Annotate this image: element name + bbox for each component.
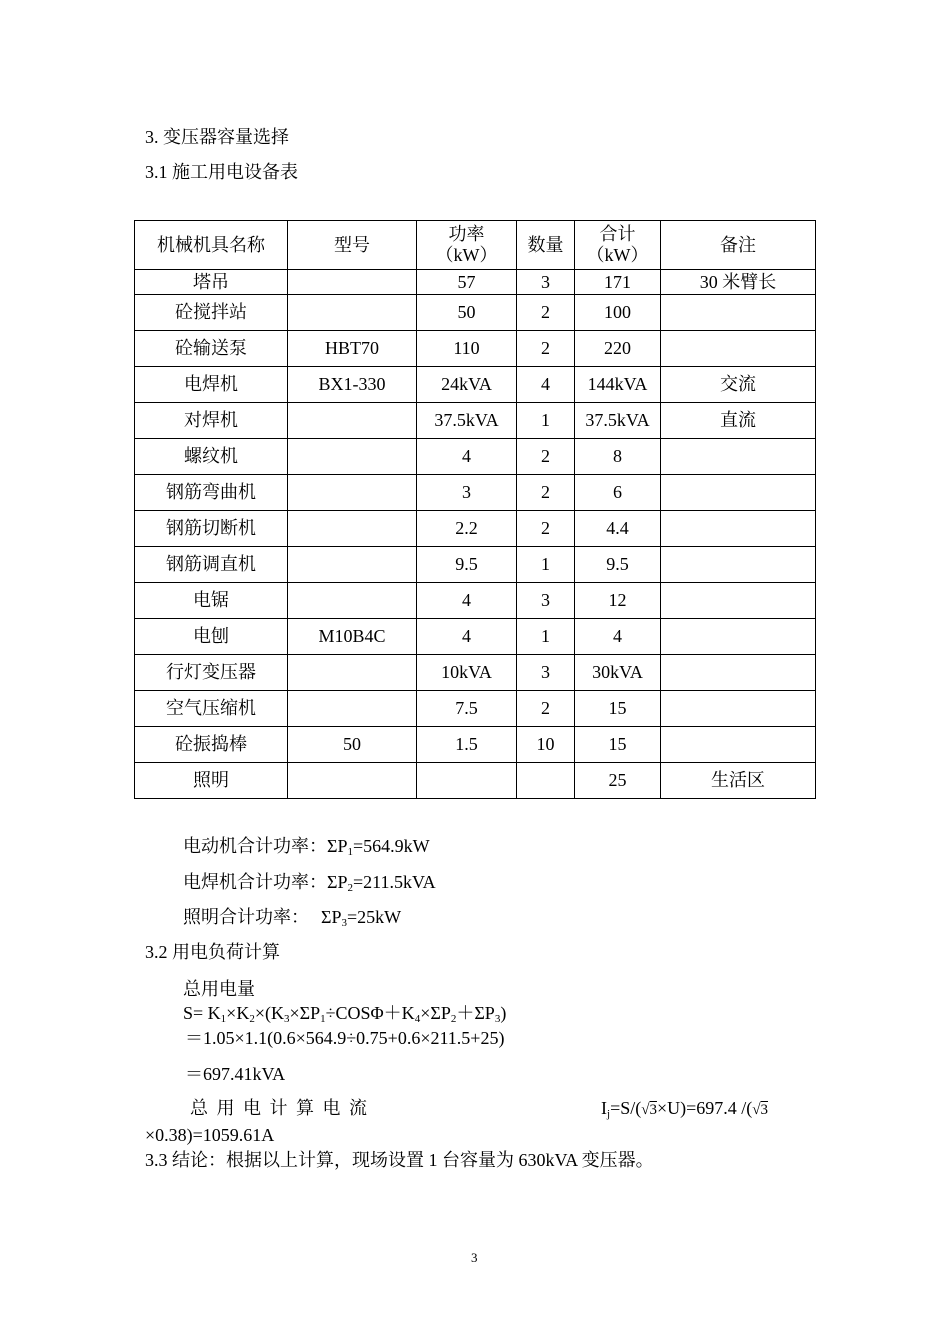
cell-qty: 3: [517, 583, 575, 619]
header-total-line2: （kW）: [586, 245, 649, 265]
table-row: [135, 655, 816, 691]
cell-total: 8: [575, 439, 661, 475]
table-row: [135, 763, 816, 799]
cell-total: 144kVA: [575, 367, 661, 403]
table-row: [135, 439, 816, 475]
cell-qty: 2: [517, 439, 575, 475]
formula-part: ×ΣP: [420, 1003, 451, 1023]
cell-remark: [661, 439, 816, 475]
table-row: [135, 547, 816, 583]
cell-name: 电焊机: [135, 367, 288, 403]
light-sum-value: =25kW: [347, 907, 402, 927]
cell-power: 110: [417, 331, 517, 367]
total-power-label: 总用电量: [183, 979, 255, 999]
cell-qty: 4: [517, 367, 575, 403]
cell-remark: [661, 475, 816, 511]
cell-power: 2.2: [417, 511, 517, 547]
cell-name: 钢筋切断机: [135, 511, 288, 547]
section-title: 3. 变压器容量选择: [145, 127, 289, 147]
cell-qty: 1: [517, 547, 575, 583]
table-row: [135, 475, 816, 511]
cell-remark: 生活区: [661, 763, 816, 799]
lighting-power-sum: [183, 908, 401, 929]
header-power: [417, 221, 517, 270]
cell-name: 螺纹机: [135, 439, 288, 475]
formula-part: ): [500, 1003, 507, 1023]
cell-model: [288, 511, 417, 547]
cell-remark: [661, 727, 816, 763]
table-row: [135, 367, 816, 403]
table-row: [135, 270, 816, 295]
cell-total: 37.5kVA: [575, 403, 661, 439]
sqrt-sign: √: [752, 1102, 761, 1118]
cell-total: 4: [575, 619, 661, 655]
cell-remark: 交流: [661, 367, 816, 403]
formula-part: ×(K: [254, 1003, 284, 1023]
cell-name: 行灯变压器: [135, 655, 288, 691]
header-name: 机械机具名称: [135, 221, 288, 270]
cell-qty: 2: [517, 511, 575, 547]
calculation-step-2: ＝697.41kVA: [185, 1064, 286, 1084]
cell-model: [288, 763, 417, 799]
cell-qty: 3: [517, 655, 575, 691]
formula-subscript: 2: [450, 1013, 457, 1025]
conclusion: 3.3 结论：根据以上计算，现场设置 1 台容量为 630kVA 变压器。: [145, 1150, 654, 1170]
subsection-equipment-table-title: 3.1 施工用电设备表: [145, 162, 298, 182]
cell-total: 9.5: [575, 547, 661, 583]
formula-part: ÷COSΦ＋K: [325, 1003, 415, 1023]
cell-name: 砼输送泵: [135, 331, 288, 367]
cell-power: 4: [417, 619, 517, 655]
header-total-line1: 合计: [599, 224, 636, 245]
table-row: [135, 331, 816, 367]
cell-remark: [661, 547, 816, 583]
current-eq-part2: ×U)=697.4 /(: [656, 1098, 753, 1118]
cell-model: [288, 270, 417, 295]
light-sum-subscript: 3: [341, 917, 347, 929]
cell-qty: 2: [517, 691, 575, 727]
formula-subscript: 4: [414, 1013, 421, 1025]
cell-qty: 10: [517, 727, 575, 763]
cell-power: 4: [417, 583, 517, 619]
cell-power: 9.5: [417, 547, 517, 583]
load-formula: [183, 1004, 506, 1025]
cell-total: 6: [575, 475, 661, 511]
cell-qty: 1: [517, 619, 575, 655]
cell-remark: [661, 583, 816, 619]
cell-remark: [661, 691, 816, 727]
table-row: [135, 295, 816, 331]
cell-model: [288, 295, 417, 331]
cell-name: 空气压缩机: [135, 691, 288, 727]
sqrt-radicand: 3: [760, 1102, 768, 1118]
cell-total: 220: [575, 331, 661, 367]
welder-sum-label: 电焊机合计功率：: [183, 872, 327, 892]
current-calc-result: ×0.38)=1059.61A: [145, 1125, 275, 1145]
cell-name: 钢筋调直机: [135, 547, 288, 583]
cell-name: 塔吊: [135, 270, 288, 295]
cell-qty: 1: [517, 403, 575, 439]
calculation-step-1: ＝1.05×1.1(0.6×564.9÷0.75+0.6×211.5+25): [185, 1028, 505, 1048]
table-row: [135, 511, 816, 547]
header-power-line1: 功率: [448, 224, 485, 245]
formula-subscript: 2: [249, 1013, 255, 1025]
light-sum-symbol: ΣP: [321, 907, 342, 927]
welder-sum-value: =211.5kVA: [353, 872, 436, 892]
cell-remark: 直流: [661, 403, 816, 439]
cell-name: 电锯: [135, 583, 288, 619]
cell-name: 照明: [135, 763, 288, 799]
cell-remark: 30 米臂长: [661, 270, 816, 295]
cell-name: 砼振捣棒: [135, 727, 288, 763]
sqrt-sign: √: [641, 1102, 650, 1118]
table-row: [135, 403, 816, 439]
cell-name: 钢筋弯曲机: [135, 475, 288, 511]
light-sum-label: 照明合计功率：: [183, 907, 309, 927]
cell-power: [417, 763, 517, 799]
cell-total: 15: [575, 727, 661, 763]
table-row: [135, 583, 816, 619]
cell-total: 12: [575, 583, 661, 619]
page-number: 3: [471, 1250, 478, 1265]
cell-model: [288, 655, 417, 691]
cell-remark: [661, 331, 816, 367]
cell-total: 4.4: [575, 511, 661, 547]
sqrt-symbol: [752, 1103, 768, 1118]
cell-qty: 2: [517, 295, 575, 331]
cell-power: 7.5: [417, 691, 517, 727]
cell-total: 25: [575, 763, 661, 799]
cell-power: 4: [417, 439, 517, 475]
motor-sum-subscript: 1: [347, 846, 353, 858]
cell-qty: 2: [517, 331, 575, 367]
formula-part: ×K: [226, 1003, 250, 1023]
cell-power: 57: [417, 270, 517, 295]
cell-remark: [661, 619, 816, 655]
motor-power-sum: [183, 837, 430, 858]
cell-name: 砼搅拌站: [135, 295, 288, 331]
cell-power: 24kVA: [417, 367, 517, 403]
formula-part: ×ΣP: [289, 1003, 321, 1023]
equipment-table: [134, 220, 816, 799]
table-row: [135, 619, 816, 655]
subsection-load-calculation-title: 3.2 用电负荷计算: [145, 942, 280, 962]
formula-subscript: 1: [220, 1013, 227, 1025]
cell-model: [288, 547, 417, 583]
header-remark: 备注: [661, 221, 816, 270]
formula-part: ＋ΣP: [456, 1003, 495, 1023]
cell-model: [288, 475, 417, 511]
current-eq-part1: =S/(: [610, 1098, 642, 1118]
cell-name: 对焊机: [135, 403, 288, 439]
header-model: 型号: [288, 221, 417, 270]
cell-total: 30kVA: [575, 655, 661, 691]
cell-power: 1.5: [417, 727, 517, 763]
welder-power-sum: [183, 873, 436, 894]
sqrt-radicand: 3: [649, 1102, 657, 1118]
cell-model: BX1-330: [288, 367, 417, 403]
current-calc-label: 总 用 电 计 算 电 流: [190, 1098, 369, 1118]
formula-subscript: 3: [283, 1013, 290, 1025]
cell-model: [288, 583, 417, 619]
motor-sum-label: 电动机合计功率：: [183, 836, 327, 856]
header-total: [575, 221, 661, 270]
table-header-row: [135, 221, 816, 270]
cell-total: 100: [575, 295, 661, 331]
cell-qty: 3: [517, 270, 575, 295]
formula-subscript: 1: [320, 1013, 326, 1025]
cell-model: [288, 439, 417, 475]
welder-sum-subscript: 2: [347, 882, 353, 894]
cell-remark: [661, 655, 816, 691]
current-subscript: j: [607, 1108, 611, 1120]
table-row: [135, 727, 816, 763]
formula-part: S= K: [183, 1003, 221, 1023]
table-row: [135, 691, 816, 727]
cell-remark: [661, 511, 816, 547]
cell-total: 15: [575, 691, 661, 727]
motor-sum-value: =564.9kW: [353, 836, 430, 856]
cell-total: 171: [575, 270, 661, 295]
current-calc-formula: [601, 1099, 768, 1120]
header-power-line2: （kW）: [435, 245, 498, 265]
cell-model: M10B4C: [288, 619, 417, 655]
sqrt-symbol: [641, 1103, 657, 1118]
current-symbol: I: [601, 1098, 607, 1118]
cell-qty: 2: [517, 475, 575, 511]
cell-power: 50: [417, 295, 517, 331]
cell-model: HBT70: [288, 331, 417, 367]
formula-subscript: 3: [494, 1013, 501, 1025]
cell-power: 3: [417, 475, 517, 511]
welder-sum-symbol: ΣP: [327, 872, 348, 892]
cell-qty: [517, 763, 575, 799]
motor-sum-symbol: ΣP: [327, 836, 348, 856]
header-qty: 数量: [517, 221, 575, 270]
cell-model: [288, 691, 417, 727]
cell-power: 10kVA: [417, 655, 517, 691]
cell-model: 50: [288, 727, 417, 763]
cell-model: [288, 403, 417, 439]
cell-power: 37.5kVA: [417, 403, 517, 439]
cell-name: 电刨: [135, 619, 288, 655]
cell-remark: [661, 295, 816, 331]
